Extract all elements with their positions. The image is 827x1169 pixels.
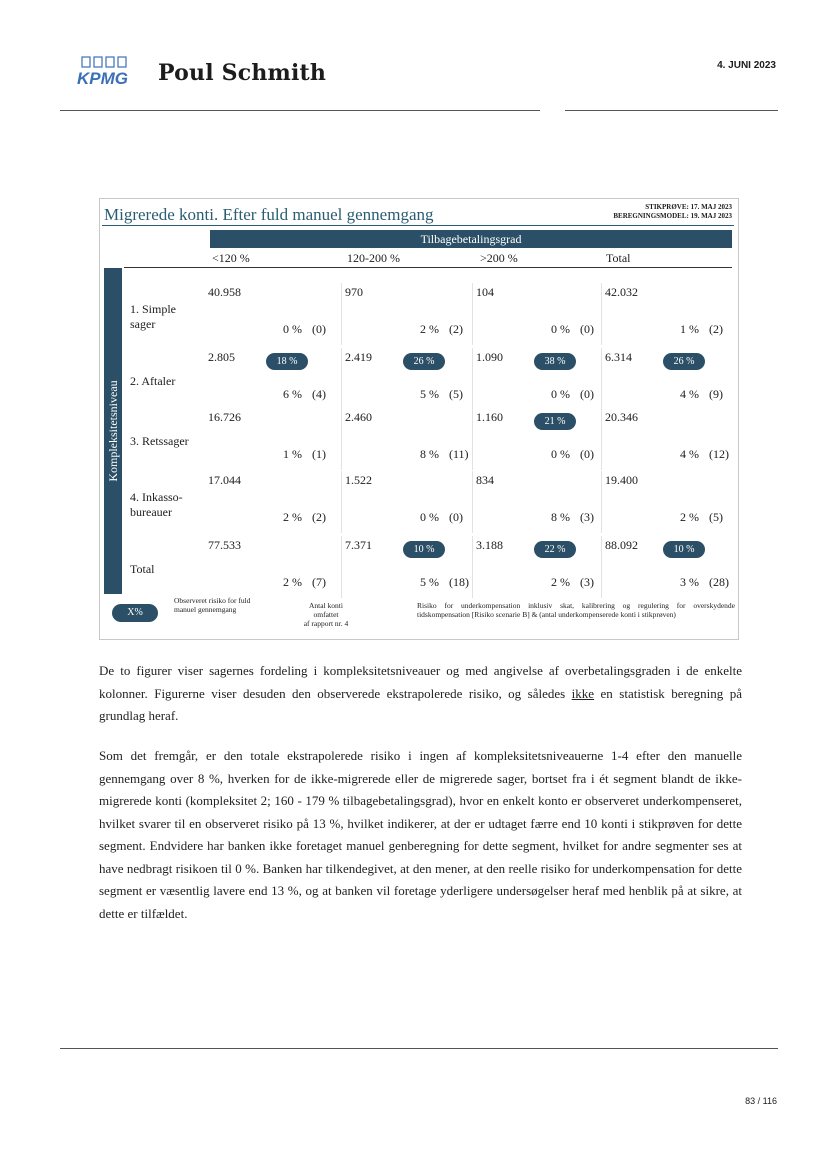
cell-observed-risk-pill: 26 % — [403, 353, 445, 370]
poul-schmith-logo: Poul Schmith — [158, 60, 327, 86]
cell-divider — [341, 408, 342, 470]
legend-pill: X% — [112, 604, 158, 622]
page-number: 83 / 116 — [745, 1096, 777, 1106]
cell-risk-percent: 1 % — [680, 322, 699, 336]
cell-count: 6.314 — [605, 350, 632, 364]
cell-divider — [601, 283, 602, 345]
cell-divider — [601, 471, 602, 533]
title-underline — [102, 225, 734, 226]
cell-risk-percent: 2 % — [420, 322, 439, 336]
cell-observed-risk-pill: 38 % — [534, 353, 576, 370]
column-header: 120-200 % — [347, 251, 400, 265]
row-label-line2: bureauer — [130, 505, 172, 519]
paragraph-1 — [99, 660, 742, 728]
legend-account-count — [286, 601, 366, 628]
cell-count: 88.092 — [605, 538, 638, 552]
kpmg-logo — [76, 55, 138, 89]
cell-count: 3.188 — [476, 538, 503, 552]
paragraph-1-text-a: De to figurer viser sagernes fordeling i kompleksitetsniveauer og med angivelse af overbetalingsgraden i de enkelte kolonner. Figurerne viser desuden den observerede ekstrapolerede risiko, og således — [99, 663, 742, 701]
cell-risk-percent: 0 % — [551, 447, 570, 461]
cell-divider — [341, 283, 342, 345]
cell-divider — [601, 408, 602, 470]
cell-risk-count: (18) — [449, 575, 469, 589]
cell-count: 2.419 — [345, 350, 372, 364]
legend-count-line1: Antal konti — [309, 601, 343, 610]
cell-risk-count: (0) — [580, 387, 594, 401]
cell-count: 834 — [476, 473, 494, 487]
cell-count: 17.044 — [208, 473, 241, 487]
cell-count: 19.400 — [605, 473, 638, 487]
complexity-sidebar — [104, 268, 122, 594]
cell-risk-count: (3) — [580, 510, 594, 524]
cell-risk-percent: 0 % — [420, 510, 439, 524]
cell-count: 2.460 — [345, 410, 372, 424]
svg-text:KPMG: KPMG — [77, 69, 128, 88]
cell-divider — [601, 536, 602, 598]
footer-rule — [60, 1048, 778, 1049]
cell-count: 1.522 — [345, 473, 372, 487]
cell-count: 1.090 — [476, 350, 503, 364]
cell-risk-percent: 5 % — [420, 387, 439, 401]
cell-observed-risk-pill: 18 % — [266, 353, 308, 370]
cell-risk-count: (3) — [580, 575, 594, 589]
column-header: Total — [606, 251, 631, 265]
cell-risk-count: (2) — [312, 510, 326, 524]
row-label: 2. Aftaler — [130, 374, 176, 388]
header-rule-left — [60, 110, 540, 111]
row-label: 4. Inkasso- — [130, 490, 183, 504]
cell-divider — [472, 471, 473, 533]
paragraph-1-underlined: ikke — [571, 685, 595, 701]
cell-risk-count: (0) — [580, 322, 594, 336]
cell-count: 77.533 — [208, 538, 241, 552]
row-label: Total — [130, 562, 155, 576]
cell-risk-count: (0) — [312, 322, 326, 336]
cell-count: 1.160 — [476, 410, 503, 424]
cell-risk-count: (9) — [709, 387, 723, 401]
cell-risk-percent: 1 % — [283, 447, 302, 461]
cell-observed-risk-pill: 21 % — [534, 413, 576, 430]
cell-risk-count: (1) — [312, 447, 326, 461]
cell-risk-count: (2) — [449, 322, 463, 336]
cell-count: 20.346 — [605, 410, 638, 424]
cell-risk-count: (4) — [312, 387, 326, 401]
cell-divider — [341, 536, 342, 598]
cell-risk-count: (12) — [709, 447, 729, 461]
cell-risk-percent: 8 % — [551, 510, 570, 524]
cell-observed-risk-pill: 10 % — [403, 541, 445, 558]
cell-divider — [341, 471, 342, 533]
document-date: 4. JUNI 2023 — [717, 60, 776, 71]
stamp-sample-date: STIKPRØVE: 17. MAJ 2023 — [645, 203, 732, 211]
legend-underkompensation-risk: Risiko for underkompensation inklusiv skat, kalibrering og regulering for overskydende tidskompensation [Risiko scenarie B] & (antal underkompenserede konti i stikprøven) — [417, 601, 735, 619]
cell-risk-count: (7) — [312, 575, 326, 589]
cell-risk-percent: 8 % — [420, 447, 439, 461]
paragraph-1-text-b: en statistisk beregning på grundlag heraf. — [99, 685, 742, 723]
cell-count: 40.958 — [208, 285, 241, 299]
paragraph-2: Som det fremgår, er den totale ekstrapolerede risiko i ingen af kompleksitetsniveauerne 1-4 efter den manuelle gennemgang over 8 %, hverken for de ikke-migrerede eller de migrerede sager, bortset fra i ét segment blandt de ikke-migrerede konti (kompleksitet 2; 160 - 179 % tilbagebetalingsgrad), hvor en enkelt konto er observeret underkompenseret, hvilket svarer til en observeret risiko på 13 %, hvilket indikerer, at der er udtaget færre end 10 konti i stikprøven for dette segment. Endvidere har banken ikke foretaget manuel genberegning for dette segment, hvilket for andre segmenter ses at have nedbragt risikoen til 0 %. Banken har tilkendegivet, at den mener, at den reelle risiko for underkompensation for dette segment er væsentlig lavere end 13 %, og at banken vil foretage yderligere undersøgelser heraf med henblik på at sikre, at dette er tilfældet. — [99, 748, 742, 921]
cell-divider — [472, 283, 473, 345]
cell-risk-percent: 6 % — [283, 387, 302, 401]
cell-divider — [472, 348, 473, 410]
cell-risk-percent: 0 % — [551, 387, 570, 401]
cell-risk-percent: 2 % — [283, 510, 302, 524]
cell-divider — [601, 348, 602, 410]
cell-risk-percent: 0 % — [551, 322, 570, 336]
cell-risk-percent: 2 % — [551, 575, 570, 589]
cell-risk-percent: 2 % — [283, 575, 302, 589]
cell-count: 42.032 — [605, 285, 638, 299]
column-header: >200 % — [480, 251, 518, 265]
cell-risk-percent: 4 % — [680, 387, 699, 401]
legend-count-line2: omfattet — [313, 610, 339, 619]
row-label: 3. Retssager — [130, 434, 189, 448]
cell-risk-count: (2) — [709, 322, 723, 336]
cell-risk-count: (0) — [580, 447, 594, 461]
row-label-line2: sager — [130, 317, 156, 331]
cell-risk-count: (0) — [449, 510, 463, 524]
column-header: <120 % — [212, 251, 250, 265]
cell-count: 2.805 — [208, 350, 235, 364]
cell-observed-risk-pill: 22 % — [534, 541, 576, 558]
cell-count: 7.371 — [345, 538, 372, 552]
cell-count: 970 — [345, 285, 363, 299]
figure-migrated-accounts — [99, 198, 739, 640]
cell-count: 104 — [476, 285, 494, 299]
cell-divider — [341, 348, 342, 410]
figure-title: Migrerede konti. Efter fuld manuel gennemgang — [104, 205, 434, 224]
header-rule-right — [565, 110, 778, 111]
cell-risk-percent: 4 % — [680, 447, 699, 461]
cell-risk-count: (28) — [709, 575, 729, 589]
stamp-model-date: BEREGNINGSMODEL: 19. MAJ 2023 — [613, 212, 732, 220]
cell-risk-count: (5) — [449, 387, 463, 401]
figure-stamp — [613, 203, 732, 221]
cell-observed-risk-pill: 26 % — [663, 353, 705, 370]
repayment-degree-band: Tilbagebetalingsgrad — [210, 230, 732, 248]
cell-risk-count: (11) — [449, 447, 469, 461]
cell-risk-percent: 0 % — [283, 322, 302, 336]
legend-observed-risk: Observeret risiko for fuld manuel gennemgang — [174, 596, 251, 614]
row-label: 1. Simple — [130, 302, 177, 316]
cell-risk-count: (5) — [709, 510, 723, 524]
cell-divider — [472, 408, 473, 470]
cell-risk-percent: 3 % — [680, 575, 699, 589]
cell-risk-percent: 5 % — [420, 575, 439, 589]
legend-count-line3: af rapport nr. 4 — [303, 619, 349, 628]
cell-count: 16.726 — [208, 410, 241, 424]
cell-divider — [472, 536, 473, 598]
cell-risk-percent: 2 % — [680, 510, 699, 524]
cell-observed-risk-pill: 10 % — [663, 541, 705, 558]
complexity-label: Kompleksitetsniveau — [106, 380, 120, 482]
column-header-rule — [124, 267, 732, 268]
